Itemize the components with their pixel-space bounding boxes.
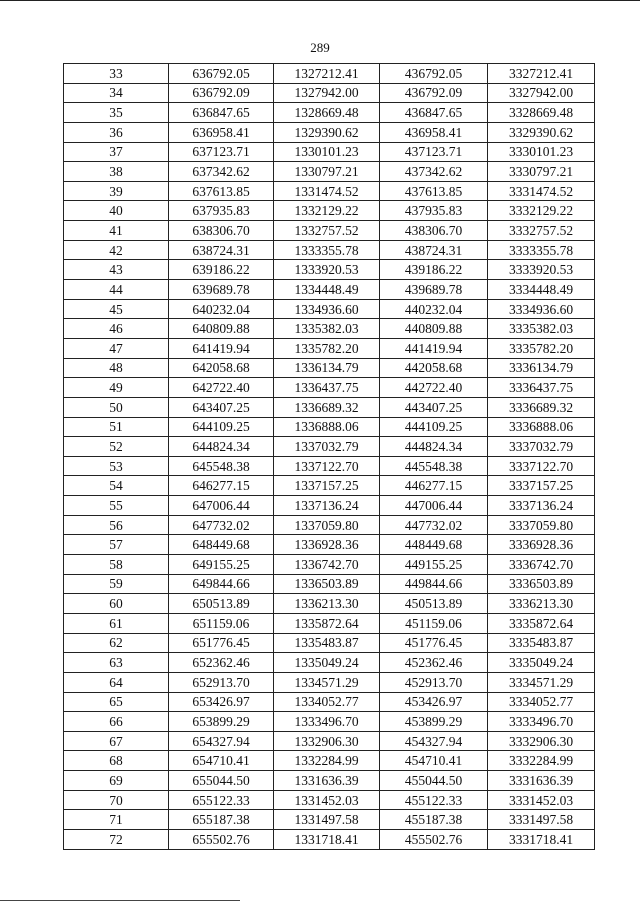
- y-coordinate-cell: 1335382.03: [274, 319, 380, 339]
- x-coordinate-cell: 640809.88: [169, 319, 274, 339]
- table-row: [64, 712, 595, 732]
- x-coordinate-cell: 636958.41: [169, 122, 274, 142]
- page-number: 289: [310, 40, 330, 55]
- x-coordinate-cell: 637342.62: [169, 162, 274, 182]
- table-row: [64, 829, 595, 849]
- y-coordinate-alt-cell: 3336689.32: [488, 397, 595, 417]
- table-row: [64, 103, 595, 123]
- point-number-cell: 49: [64, 378, 169, 398]
- x-coordinate-cell: 641419.94: [169, 338, 274, 358]
- y-coordinate-alt-cell: 3336437.75: [488, 378, 595, 398]
- x-coordinate-alt-cell: 455044.50: [380, 771, 488, 791]
- y-coordinate-alt-cell: 3327942.00: [488, 83, 595, 103]
- point-number-cell: 39: [64, 181, 169, 201]
- x-coordinate-alt-cell: 443407.25: [380, 397, 488, 417]
- table-row: [64, 633, 595, 653]
- x-coordinate-alt-cell: 453426.97: [380, 692, 488, 712]
- y-coordinate-alt-cell: 3331452.03: [488, 790, 595, 810]
- table-row: [64, 672, 595, 692]
- x-coordinate-cell: 655044.50: [169, 771, 274, 791]
- point-number-cell: 51: [64, 417, 169, 437]
- x-coordinate-alt-cell: 455502.76: [380, 829, 488, 849]
- x-coordinate-cell: 637613.85: [169, 181, 274, 201]
- x-coordinate-cell: 640232.04: [169, 299, 274, 319]
- y-coordinate-alt-cell: 3337032.79: [488, 437, 595, 457]
- x-coordinate-alt-cell: 455122.33: [380, 790, 488, 810]
- table-row: [64, 397, 595, 417]
- table-row: [64, 378, 595, 398]
- x-coordinate-alt-cell: 436792.09: [380, 83, 488, 103]
- x-coordinate-alt-cell: 437935.83: [380, 201, 488, 221]
- y-coordinate-cell: 1333920.53: [274, 260, 380, 280]
- table-row: [64, 751, 595, 771]
- point-number-cell: 34: [64, 83, 169, 103]
- x-coordinate-alt-cell: 436792.05: [380, 64, 488, 84]
- point-number-cell: 67: [64, 731, 169, 751]
- point-number-cell: 62: [64, 633, 169, 653]
- table-row: [64, 142, 595, 162]
- y-coordinate-cell: 1331497.58: [274, 810, 380, 830]
- point-number-cell: 61: [64, 613, 169, 633]
- x-coordinate-alt-cell: 453899.29: [380, 712, 488, 732]
- x-coordinate-cell: 651776.45: [169, 633, 274, 653]
- y-coordinate-alt-cell: 3334936.60: [488, 299, 595, 319]
- table-row: [64, 437, 595, 457]
- point-number-cell: 50: [64, 397, 169, 417]
- table-row: [64, 64, 595, 84]
- y-coordinate-cell: 1336134.79: [274, 358, 380, 378]
- x-coordinate-alt-cell: 442722.40: [380, 378, 488, 398]
- y-coordinate-cell: 1333496.70: [274, 712, 380, 732]
- x-coordinate-cell: 639186.22: [169, 260, 274, 280]
- x-coordinate-cell: 647006.44: [169, 496, 274, 516]
- x-coordinate-alt-cell: 440232.04: [380, 299, 488, 319]
- point-number-cell: 52: [64, 437, 169, 457]
- table-row: [64, 240, 595, 260]
- x-coordinate-cell: 652913.70: [169, 672, 274, 692]
- y-coordinate-alt-cell: 3331474.52: [488, 181, 595, 201]
- point-number-cell: 48: [64, 358, 169, 378]
- point-number-cell: 47: [64, 338, 169, 358]
- x-coordinate-alt-cell: 436847.65: [380, 103, 488, 123]
- y-coordinate-alt-cell: 3335483.87: [488, 633, 595, 653]
- table-row: [64, 692, 595, 712]
- point-number-cell: 43: [64, 260, 169, 280]
- x-coordinate-cell: 646277.15: [169, 476, 274, 496]
- coordinates-table-body: [64, 64, 595, 850]
- y-coordinate-cell: 1332757.52: [274, 221, 380, 241]
- y-coordinate-alt-cell: 3336134.79: [488, 358, 595, 378]
- y-coordinate-cell: 1336888.06: [274, 417, 380, 437]
- point-number-cell: 36: [64, 122, 169, 142]
- x-coordinate-alt-cell: 437342.62: [380, 162, 488, 182]
- x-coordinate-alt-cell: 436958.41: [380, 122, 488, 142]
- x-coordinate-cell: 647732.02: [169, 515, 274, 535]
- y-coordinate-alt-cell: 3335872.64: [488, 613, 595, 633]
- y-coordinate-cell: 1330101.23: [274, 142, 380, 162]
- y-coordinate-alt-cell: 3334052.77: [488, 692, 595, 712]
- coordinates-table: [63, 63, 595, 850]
- y-coordinate-cell: 1334052.77: [274, 692, 380, 712]
- point-number-cell: 58: [64, 555, 169, 575]
- x-coordinate-cell: 653899.29: [169, 712, 274, 732]
- x-coordinate-alt-cell: 454710.41: [380, 751, 488, 771]
- table-row: [64, 535, 595, 555]
- point-number-cell: 69: [64, 771, 169, 791]
- y-coordinate-alt-cell: 3336503.89: [488, 574, 595, 594]
- y-coordinate-cell: 1336437.75: [274, 378, 380, 398]
- y-coordinate-cell: 1336503.89: [274, 574, 380, 594]
- y-coordinate-alt-cell: 3336928.36: [488, 535, 595, 555]
- x-coordinate-alt-cell: 455187.38: [380, 810, 488, 830]
- point-number-cell: 42: [64, 240, 169, 260]
- y-coordinate-alt-cell: 3327212.41: [488, 64, 595, 84]
- x-coordinate-alt-cell: 445548.38: [380, 456, 488, 476]
- y-coordinate-alt-cell: 3330101.23: [488, 142, 595, 162]
- point-number-cell: 72: [64, 829, 169, 849]
- x-coordinate-alt-cell: 452913.70: [380, 672, 488, 692]
- x-coordinate-cell: 654327.94: [169, 731, 274, 751]
- x-coordinate-alt-cell: 451159.06: [380, 613, 488, 633]
- x-coordinate-alt-cell: 444109.25: [380, 417, 488, 437]
- x-coordinate-cell: 637123.71: [169, 142, 274, 162]
- point-number-cell: 71: [64, 810, 169, 830]
- point-number-cell: 65: [64, 692, 169, 712]
- y-coordinate-alt-cell: 3335782.20: [488, 338, 595, 358]
- table-row: [64, 181, 595, 201]
- table-row: [64, 299, 595, 319]
- table-row: [64, 653, 595, 673]
- y-coordinate-cell: 1334571.29: [274, 672, 380, 692]
- x-coordinate-cell: 655122.33: [169, 790, 274, 810]
- x-coordinate-cell: 653426.97: [169, 692, 274, 712]
- table-row: [64, 319, 595, 339]
- y-coordinate-alt-cell: 3336888.06: [488, 417, 595, 437]
- x-coordinate-alt-cell: 447732.02: [380, 515, 488, 535]
- table-row: [64, 555, 595, 575]
- x-coordinate-cell: 649155.25: [169, 555, 274, 575]
- table-row: [64, 810, 595, 830]
- y-coordinate-cell: 1331636.39: [274, 771, 380, 791]
- y-coordinate-alt-cell: 3333355.78: [488, 240, 595, 260]
- x-coordinate-cell: 642058.68: [169, 358, 274, 378]
- top-rule: [0, 0, 640, 1]
- x-coordinate-cell: 643407.25: [169, 397, 274, 417]
- y-coordinate-cell: 1337032.79: [274, 437, 380, 457]
- y-coordinate-alt-cell: 3336213.30: [488, 594, 595, 614]
- y-coordinate-cell: 1337059.80: [274, 515, 380, 535]
- x-coordinate-alt-cell: 438724.31: [380, 240, 488, 260]
- y-coordinate-cell: 1329390.62: [274, 122, 380, 142]
- y-coordinate-cell: 1337136.24: [274, 496, 380, 516]
- table-row: [64, 731, 595, 751]
- table-row: [64, 790, 595, 810]
- table-row: [64, 456, 595, 476]
- y-coordinate-cell: 1336928.36: [274, 535, 380, 555]
- table-row: [64, 162, 595, 182]
- table-row: [64, 574, 595, 594]
- x-coordinate-alt-cell: 437613.85: [380, 181, 488, 201]
- x-coordinate-alt-cell: 446277.15: [380, 476, 488, 496]
- x-coordinate-alt-cell: 444824.34: [380, 437, 488, 457]
- point-number-cell: 64: [64, 672, 169, 692]
- x-coordinate-alt-cell: 437123.71: [380, 142, 488, 162]
- point-number-cell: 70: [64, 790, 169, 810]
- table-row: [64, 496, 595, 516]
- y-coordinate-alt-cell: 3330797.21: [488, 162, 595, 182]
- y-coordinate-cell: 1332906.30: [274, 731, 380, 751]
- y-coordinate-cell: 1335782.20: [274, 338, 380, 358]
- x-coordinate-alt-cell: 450513.89: [380, 594, 488, 614]
- x-coordinate-cell: 649844.66: [169, 574, 274, 594]
- point-number-cell: 68: [64, 751, 169, 771]
- table-row: [64, 122, 595, 142]
- y-coordinate-alt-cell: 3328669.48: [488, 103, 595, 123]
- table-row: [64, 338, 595, 358]
- point-number-cell: 63: [64, 653, 169, 673]
- y-coordinate-alt-cell: 3331636.39: [488, 771, 595, 791]
- x-coordinate-cell: 644824.34: [169, 437, 274, 457]
- table-row: [64, 771, 595, 791]
- x-coordinate-alt-cell: 442058.68: [380, 358, 488, 378]
- x-coordinate-cell: 638306.70: [169, 221, 274, 241]
- x-coordinate-cell: 650513.89: [169, 594, 274, 614]
- table-row: [64, 476, 595, 496]
- point-number-cell: 57: [64, 535, 169, 555]
- point-number-cell: 59: [64, 574, 169, 594]
- table-row: [64, 280, 595, 300]
- y-coordinate-alt-cell: 3337059.80: [488, 515, 595, 535]
- point-number-cell: 40: [64, 201, 169, 221]
- point-number-cell: 55: [64, 496, 169, 516]
- bottom-rule: [0, 900, 240, 901]
- y-coordinate-cell: 1337122.70: [274, 456, 380, 476]
- y-coordinate-alt-cell: 3331718.41: [488, 829, 595, 849]
- x-coordinate-cell: 655187.38: [169, 810, 274, 830]
- point-number-cell: 56: [64, 515, 169, 535]
- x-coordinate-cell: 638724.31: [169, 240, 274, 260]
- y-coordinate-cell: 1334448.49: [274, 280, 380, 300]
- y-coordinate-cell: 1331718.41: [274, 829, 380, 849]
- table-row: [64, 613, 595, 633]
- y-coordinate-alt-cell: 3337122.70: [488, 456, 595, 476]
- y-coordinate-cell: 1328669.48: [274, 103, 380, 123]
- y-coordinate-alt-cell: 3332906.30: [488, 731, 595, 751]
- x-coordinate-cell: 636847.65: [169, 103, 274, 123]
- y-coordinate-alt-cell: 3332129.22: [488, 201, 595, 221]
- y-coordinate-alt-cell: 3334448.49: [488, 280, 595, 300]
- y-coordinate-alt-cell: 3334571.29: [488, 672, 595, 692]
- y-coordinate-alt-cell: 3335382.03: [488, 319, 595, 339]
- x-coordinate-alt-cell: 449844.66: [380, 574, 488, 594]
- y-coordinate-alt-cell: 3337136.24: [488, 496, 595, 516]
- y-coordinate-cell: 1327212.41: [274, 64, 380, 84]
- y-coordinate-cell: 1330797.21: [274, 162, 380, 182]
- y-coordinate-cell: 1336742.70: [274, 555, 380, 575]
- y-coordinate-cell: 1335483.87: [274, 633, 380, 653]
- x-coordinate-cell: 639689.78: [169, 280, 274, 300]
- x-coordinate-alt-cell: 448449.68: [380, 535, 488, 555]
- point-number-cell: 45: [64, 299, 169, 319]
- y-coordinate-alt-cell: 3332757.52: [488, 221, 595, 241]
- y-coordinate-alt-cell: 3333496.70: [488, 712, 595, 732]
- x-coordinate-alt-cell: 441419.94: [380, 338, 488, 358]
- y-coordinate-cell: 1336689.32: [274, 397, 380, 417]
- y-coordinate-alt-cell: 3333920.53: [488, 260, 595, 280]
- point-number-cell: 66: [64, 712, 169, 732]
- point-number-cell: 33: [64, 64, 169, 84]
- y-coordinate-cell: 1332284.99: [274, 751, 380, 771]
- x-coordinate-cell: 654710.41: [169, 751, 274, 771]
- y-coordinate-cell: 1327942.00: [274, 83, 380, 103]
- x-coordinate-cell: 645548.38: [169, 456, 274, 476]
- table-row: [64, 358, 595, 378]
- x-coordinate-cell: 644109.25: [169, 417, 274, 437]
- x-coordinate-alt-cell: 439689.78: [380, 280, 488, 300]
- point-number-cell: 44: [64, 280, 169, 300]
- x-coordinate-alt-cell: 451776.45: [380, 633, 488, 653]
- point-number-cell: 53: [64, 456, 169, 476]
- table-row: [64, 201, 595, 221]
- y-coordinate-cell: 1331474.52: [274, 181, 380, 201]
- y-coordinate-cell: 1336213.30: [274, 594, 380, 614]
- x-coordinate-alt-cell: 438306.70: [380, 221, 488, 241]
- y-coordinate-alt-cell: 3332284.99: [488, 751, 595, 771]
- x-coordinate-alt-cell: 454327.94: [380, 731, 488, 751]
- table-row: [64, 260, 595, 280]
- y-coordinate-cell: 1337157.25: [274, 476, 380, 496]
- x-coordinate-cell: 651159.06: [169, 613, 274, 633]
- point-number-cell: 37: [64, 142, 169, 162]
- x-coordinate-cell: 655502.76: [169, 829, 274, 849]
- point-number-cell: 54: [64, 476, 169, 496]
- x-coordinate-alt-cell: 452362.46: [380, 653, 488, 673]
- x-coordinate-alt-cell: 449155.25: [380, 555, 488, 575]
- point-number-cell: 60: [64, 594, 169, 614]
- x-coordinate-cell: 637935.83: [169, 201, 274, 221]
- y-coordinate-cell: 1331452.03: [274, 790, 380, 810]
- x-coordinate-cell: 642722.40: [169, 378, 274, 398]
- y-coordinate-alt-cell: 3336742.70: [488, 555, 595, 575]
- y-coordinate-cell: 1333355.78: [274, 240, 380, 260]
- x-coordinate-cell: 652362.46: [169, 653, 274, 673]
- y-coordinate-alt-cell: 3337157.25: [488, 476, 595, 496]
- y-coordinate-alt-cell: 3329390.62: [488, 122, 595, 142]
- y-coordinate-cell: 1335872.64: [274, 613, 380, 633]
- table-row: [64, 221, 595, 241]
- x-coordinate-cell: 636792.05: [169, 64, 274, 84]
- point-number-cell: 41: [64, 221, 169, 241]
- y-coordinate-alt-cell: 3331497.58: [488, 810, 595, 830]
- y-coordinate-cell: 1335049.24: [274, 653, 380, 673]
- table-row: [64, 417, 595, 437]
- table-row: [64, 594, 595, 614]
- point-number-cell: 38: [64, 162, 169, 182]
- x-coordinate-cell: 648449.68: [169, 535, 274, 555]
- point-number-cell: 46: [64, 319, 169, 339]
- x-coordinate-alt-cell: 439186.22: [380, 260, 488, 280]
- x-coordinate-alt-cell: 447006.44: [380, 496, 488, 516]
- y-coordinate-alt-cell: 3335049.24: [488, 653, 595, 673]
- point-number-cell: 35: [64, 103, 169, 123]
- y-coordinate-cell: 1332129.22: [274, 201, 380, 221]
- x-coordinate-alt-cell: 440809.88: [380, 319, 488, 339]
- table-row: [64, 515, 595, 535]
- y-coordinate-cell: 1334936.60: [274, 299, 380, 319]
- x-coordinate-cell: 636792.09: [169, 83, 274, 103]
- table-row: [64, 83, 595, 103]
